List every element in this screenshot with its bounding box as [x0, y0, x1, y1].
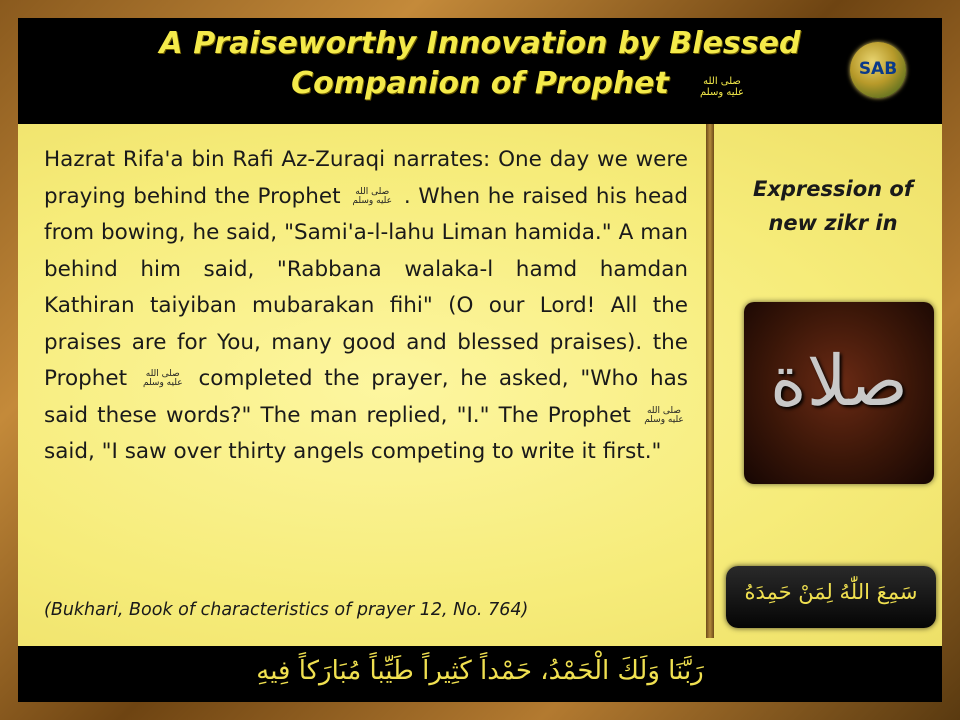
- footer-bar: [18, 646, 942, 702]
- footer-arabic-dua: رَبَّنَا وَلَكَ الْحَمْدُ، حَمْداً كَثِيراً طَيِّباً مُبَارَكاً فِيهِ: [256, 656, 704, 686]
- narration-part-1: Hazrat Rifa'a bin Rafi Az-Zuraqi narrates: One day we were praying behind the Prophet: [44, 147, 688, 209]
- narration-part-4: said, "I saw over thirty angels competing to write it first.": [44, 439, 662, 464]
- salah-calligraphy: صلاة: [770, 340, 908, 422]
- title-line-1: A Praiseworthy Innovation by Blessed: [159, 26, 801, 61]
- honorific-1: صلى الله عليه وسلم: [352, 186, 393, 206]
- title-line-2: Companion of Prophet: [291, 66, 669, 101]
- narration-part-3: completed the prayer, he asked, "Who has said these words?" The man replied, "I." The Prophet: [44, 366, 688, 428]
- header-bar: [18, 18, 942, 124]
- samia-calligraphy: سَمِعَ اللّٰهُ لِمَنْ حَمِدَهُ: [744, 580, 918, 604]
- sab-logo: [850, 42, 906, 98]
- hadith-reference: (Bukhari, Book of characteristics of prayer 12, No. 764): [44, 600, 529, 620]
- narration-part-2: . When he raised his head from bowing, he said, "Sami'a-l-lahu Liman hamida." A man behind him said, "Rabbana walaka-l hamd hamdan Kathiran taiyiban mubarakan fihi" (O our Lord! All the praises are for You, many good and blessed praises). the Prophet: [44, 183, 688, 391]
- logo-text: SAB: [858, 59, 898, 79]
- content-panel: [18, 124, 942, 646]
- slide: [18, 18, 942, 702]
- vertical-divider: [706, 124, 714, 638]
- side-heading: Expression of new zikr in: [753, 177, 913, 235]
- samia-calligraphy-image: [726, 566, 936, 628]
- narration-text: [44, 142, 688, 471]
- salah-calligraphy-image: [744, 302, 934, 484]
- honorific-2: صلى الله عليه وسلم: [142, 369, 183, 388]
- honorific-3: صلى الله عليه وسلم: [644, 405, 684, 425]
- slide-title: [18, 24, 942, 104]
- title-honorific: صلى الله عليه وسلم: [699, 76, 744, 98]
